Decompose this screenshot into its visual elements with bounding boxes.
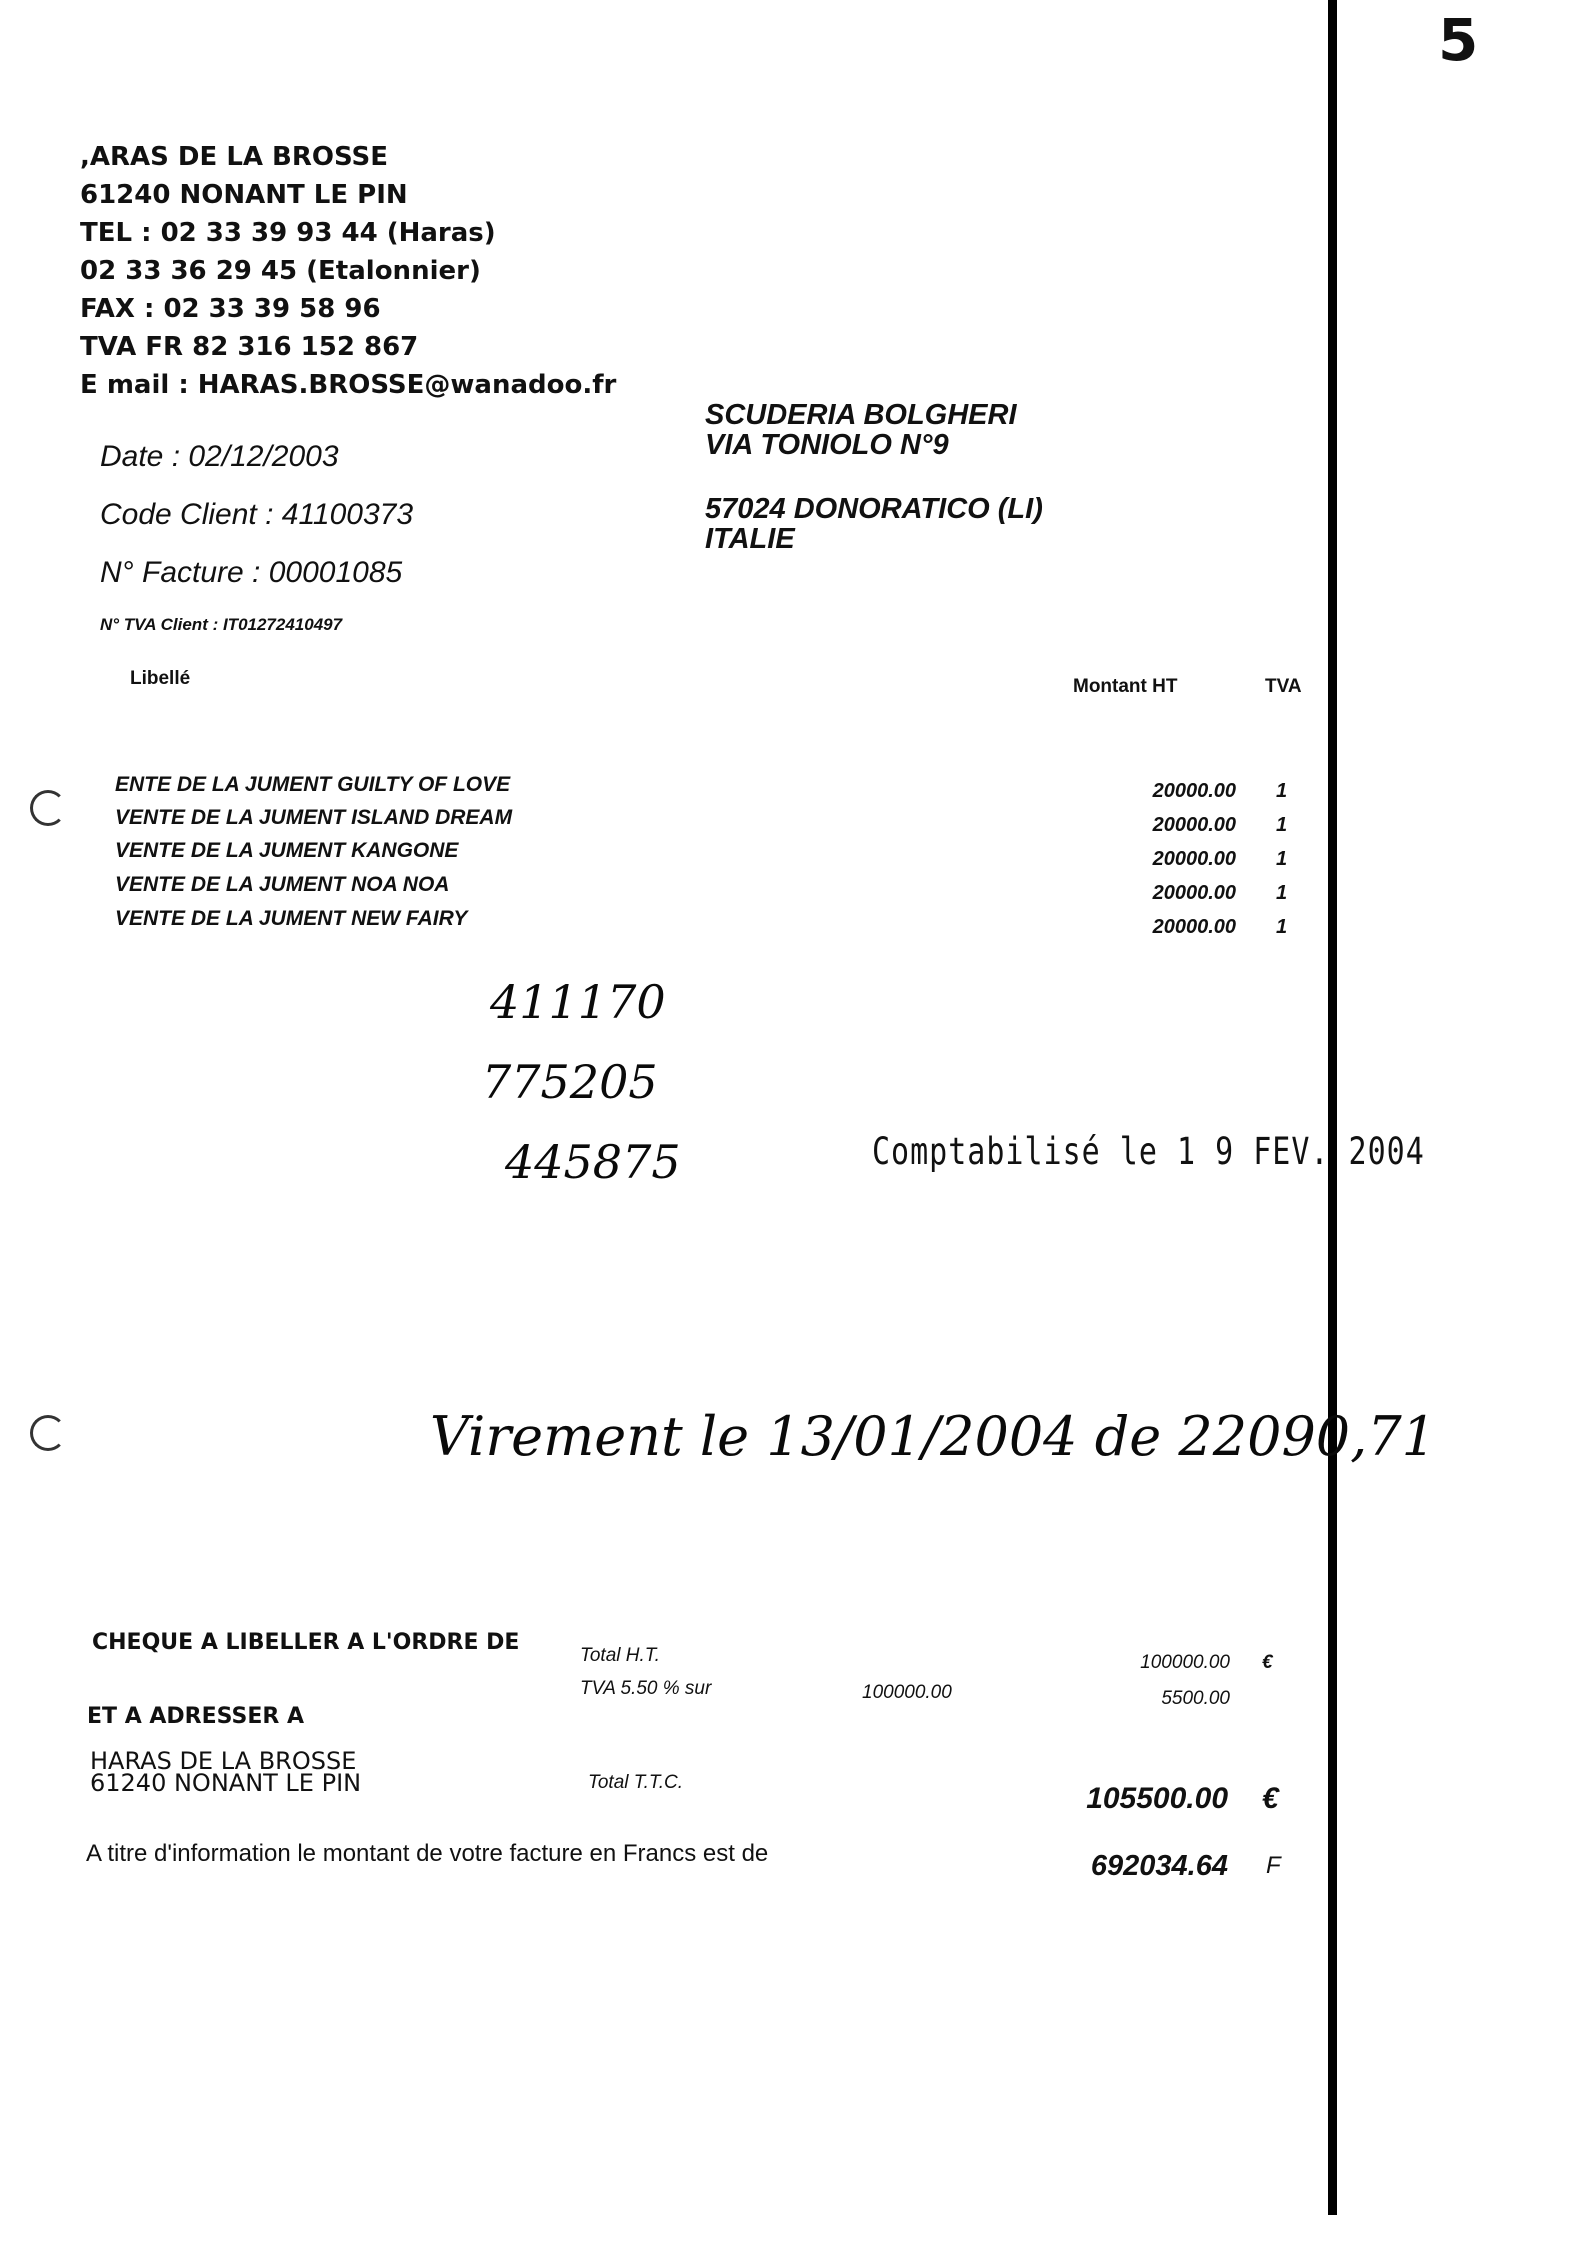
total-ttc-value: 105500.00 bbox=[1086, 1782, 1228, 1815]
sender-fax: FAX : 02 33 39 58 96 bbox=[80, 294, 381, 324]
sender-phone: TEL : 02 33 39 93 44 (Haras) bbox=[80, 218, 496, 248]
page-number: 5 bbox=[1438, 6, 1479, 74]
line-item-vat: 1 bbox=[1276, 780, 1288, 802]
address-instruction: ET A ADRESSER A bbox=[87, 1704, 304, 1729]
line-item-label: VENTE DE LA JUMENT KANGONE bbox=[115, 839, 459, 862]
line-item-amount: 20000.00 bbox=[1152, 916, 1236, 938]
sender-address-block bbox=[80, 138, 616, 404]
client-code: Code Client : 41100373 bbox=[100, 498, 414, 531]
client-vat-number: N° TVA Client : IT01272410497 bbox=[100, 615, 343, 634]
francs-currency: F bbox=[1266, 1852, 1281, 1879]
total-ht-value: 100000.00 bbox=[1140, 1652, 1230, 1673]
line-item-amount: 20000.00 bbox=[1152, 780, 1236, 802]
line-item-amount: 20000.00 bbox=[1152, 882, 1236, 904]
francs-info-text: A titre d'information le montant de votre facture en Francs est de bbox=[86, 1840, 769, 1867]
column-header-label: Libellé bbox=[130, 668, 191, 689]
line-item-amount: 20000.00 bbox=[1152, 814, 1236, 836]
payee-name: HARAS DE LA BROSSE bbox=[90, 1747, 357, 1775]
vat-amount-value: 5500.00 bbox=[1161, 1688, 1230, 1709]
line-item-label: VENTE DE LA JUMENT NOA NOA bbox=[115, 873, 450, 896]
vat-rate-label: TVA 5.50 % sur bbox=[580, 1678, 712, 1699]
sender-vat: TVA FR 82 316 152 867 bbox=[80, 332, 419, 362]
cheque-instruction: CHEQUE A LIBELLER A L'ORDRE DE bbox=[92, 1630, 520, 1655]
line-item-amount: 20000.00 bbox=[1152, 848, 1236, 870]
line-item-label: VENTE DE LA JUMENT NEW FAIRY bbox=[115, 907, 468, 930]
invoice-date: Date : 02/12/2003 bbox=[100, 440, 339, 473]
client-name: SCUDERIA BOLGHERI bbox=[705, 399, 1017, 431]
line-item-vat: 1 bbox=[1276, 814, 1288, 836]
column-header-amount: Montant HT bbox=[1073, 676, 1178, 697]
total-ht-label: Total H.T. bbox=[580, 1645, 660, 1666]
handwritten-account-1: 411170 bbox=[490, 975, 666, 1029]
sender-name: ,ARAS DE LA BROSSE bbox=[80, 142, 389, 172]
line-item-label: ENTE DE LA JUMENT GUILTY OF LOVE bbox=[115, 773, 511, 796]
total-ht-currency: € bbox=[1262, 1652, 1273, 1673]
client-address-block bbox=[705, 400, 1043, 554]
line-item-vat: 1 bbox=[1276, 916, 1288, 938]
client-city: 57024 DONORATICO (LI) bbox=[705, 493, 1043, 525]
vat-base-value: 100000.00 bbox=[862, 1682, 952, 1703]
handwritten-transfer-note: Virement le 13/01/2004 de 22090,71 bbox=[430, 1405, 1437, 1468]
line-item-vat: 1 bbox=[1276, 882, 1288, 904]
total-ttc-currency: € bbox=[1262, 1782, 1279, 1815]
sender-phone-2: 02 33 36 29 45 (Etalonnier) bbox=[80, 256, 481, 286]
sender-email: E mail : HARAS.BROSSE@wanadoo.fr bbox=[80, 370, 617, 400]
client-country: ITALIE bbox=[705, 523, 795, 555]
punch-hole-mark bbox=[30, 1415, 66, 1451]
invoice-number: N° Facture : 00001085 bbox=[100, 556, 403, 589]
total-ttc-label: Total T.T.C. bbox=[588, 1772, 684, 1793]
handwritten-account-2: 775205 bbox=[482, 1055, 658, 1109]
handwritten-account-3: 445875 bbox=[505, 1135, 681, 1189]
sender-city: 61240 NONANT LE PIN bbox=[80, 180, 408, 210]
punch-hole-mark bbox=[30, 790, 66, 826]
accounting-stamp: Comptabilisé le 1 9 FEV. 2004 bbox=[872, 1130, 1425, 1174]
payee-address bbox=[90, 1747, 362, 1797]
line-item-label: VENTE DE LA JUMENT ISLAND DREAM bbox=[115, 806, 513, 829]
line-item-vat: 1 bbox=[1276, 848, 1288, 870]
vertical-rule bbox=[1328, 0, 1337, 2215]
francs-value: 692034.64 bbox=[1090, 1850, 1228, 1882]
client-street: VIA TONIOLO N°9 bbox=[705, 429, 949, 461]
payee-city: 61240 NONANT LE PIN bbox=[90, 1769, 362, 1797]
column-header-vat: TVA bbox=[1265, 676, 1302, 697]
